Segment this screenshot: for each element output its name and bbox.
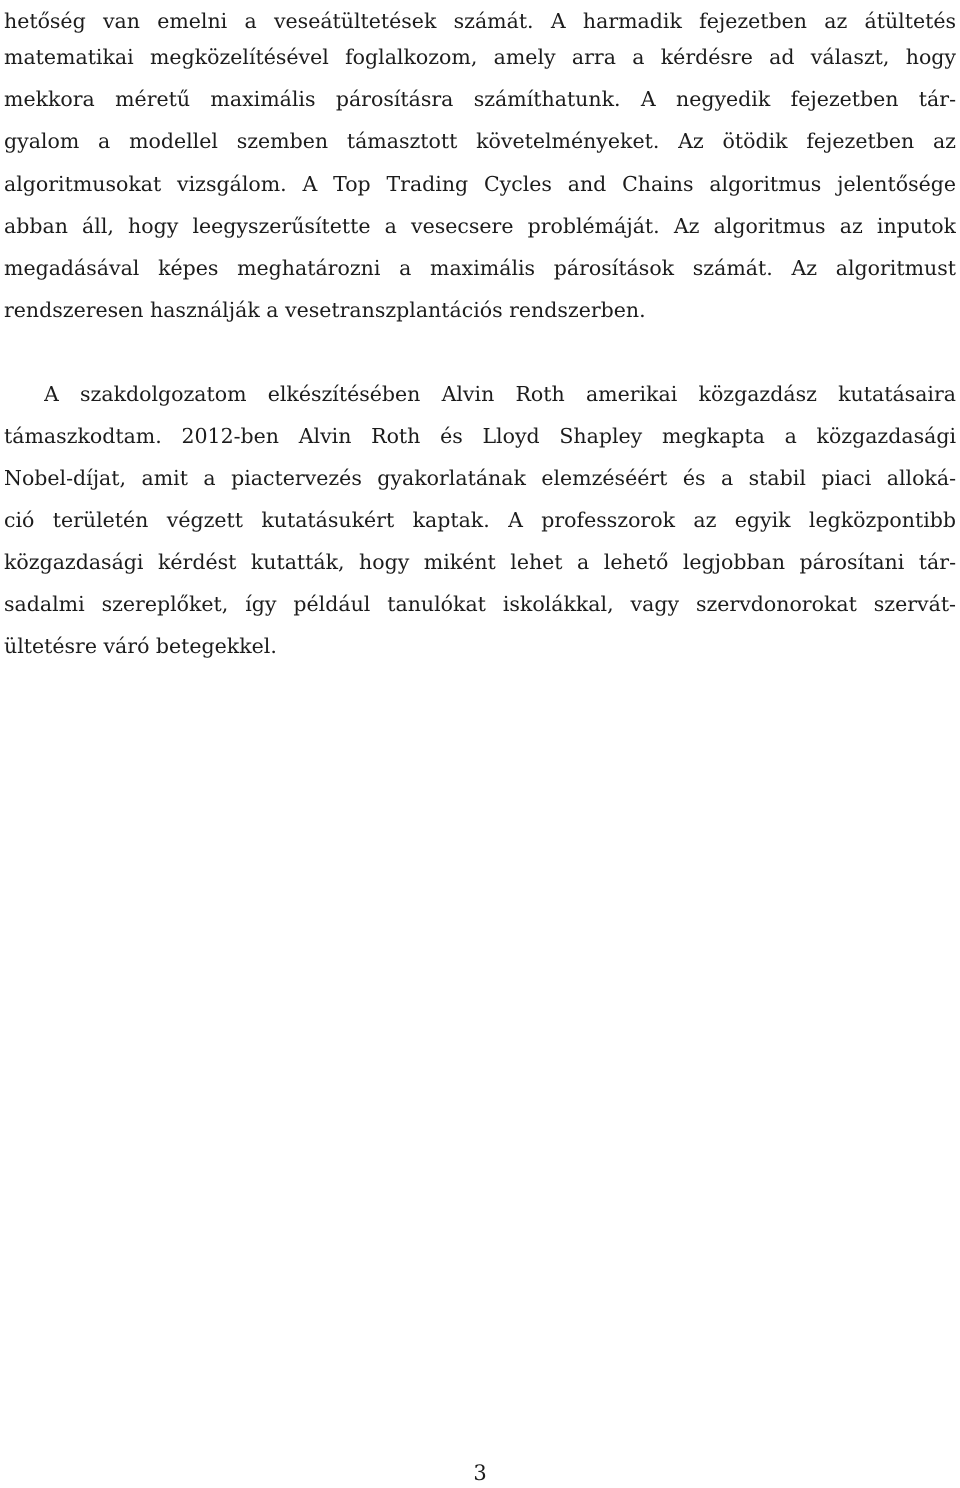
paragraph-2-line-6: sadalmi szereplőket, így például tanulókat iskolákkal, vagy szervdonorokat szervát- xyxy=(4,592,956,616)
paragraph-1-line-1: hetőség van emelni a veseátültetések számát. A harmadik fejezetben az átültetés xyxy=(4,9,956,33)
paragraph-1-line-8: rendszeresen használják a vesetranszplantációs rendszerben. xyxy=(4,298,646,322)
paragraph-2-line-1: A szakdolgozatom elkészítésében Alvin Roth amerikai közgazdász kutatásaira xyxy=(44,382,956,406)
paragraph-1-line-7: megadásával képes meghatározni a maximális párosítások számát. Az algoritmust xyxy=(4,256,956,280)
paragraph-2-line-3: Nobel-díjat, amit a piactervezés gyakorlatának elemzéséért és a stabil piaci alloká- xyxy=(4,466,956,490)
paragraph-2-line-7: ültetésre váró betegekkel. xyxy=(4,634,277,658)
paragraph-2-line-5: közgazdasági kérdést kutatták, hogy miként lehet a lehető legjobban párosítani tár- xyxy=(4,550,956,574)
paragraph-2-line-4: ció területén végzett kutatásukért kaptak. A professzorok az egyik legközpontibb xyxy=(4,508,956,532)
paragraph-1-line-6: abban áll, hogy leegyszerűsítette a vesecsere problémáját. Az algoritmus az inputok xyxy=(4,214,956,238)
paragraph-1-line-2: matematikai megközelítésével foglalkozom, amely arra a kérdésre ad választ, hogy xyxy=(4,45,956,69)
paragraph-2-line-2: támaszkodtam. 2012-ben Alvin Roth és Lloyd Shapley megkapta a közgazdasági xyxy=(4,424,956,448)
document-page xyxy=(4,0,956,1485)
paragraph-1-line-5: algoritmusokat vizsgálom. A Top Trading Cycles and Chains algoritmus jelentősége xyxy=(4,172,956,196)
page-number: 3 xyxy=(473,1461,487,1485)
paragraph-1-line-4: gyalom a modellel szemben támasztott követelményeket. Az ötödik fejezetben az xyxy=(4,129,956,153)
paragraph-1-line-3: mekkora méretű maximális párosításra számíthatunk. A negyedik fejezetben tár- xyxy=(4,87,956,111)
